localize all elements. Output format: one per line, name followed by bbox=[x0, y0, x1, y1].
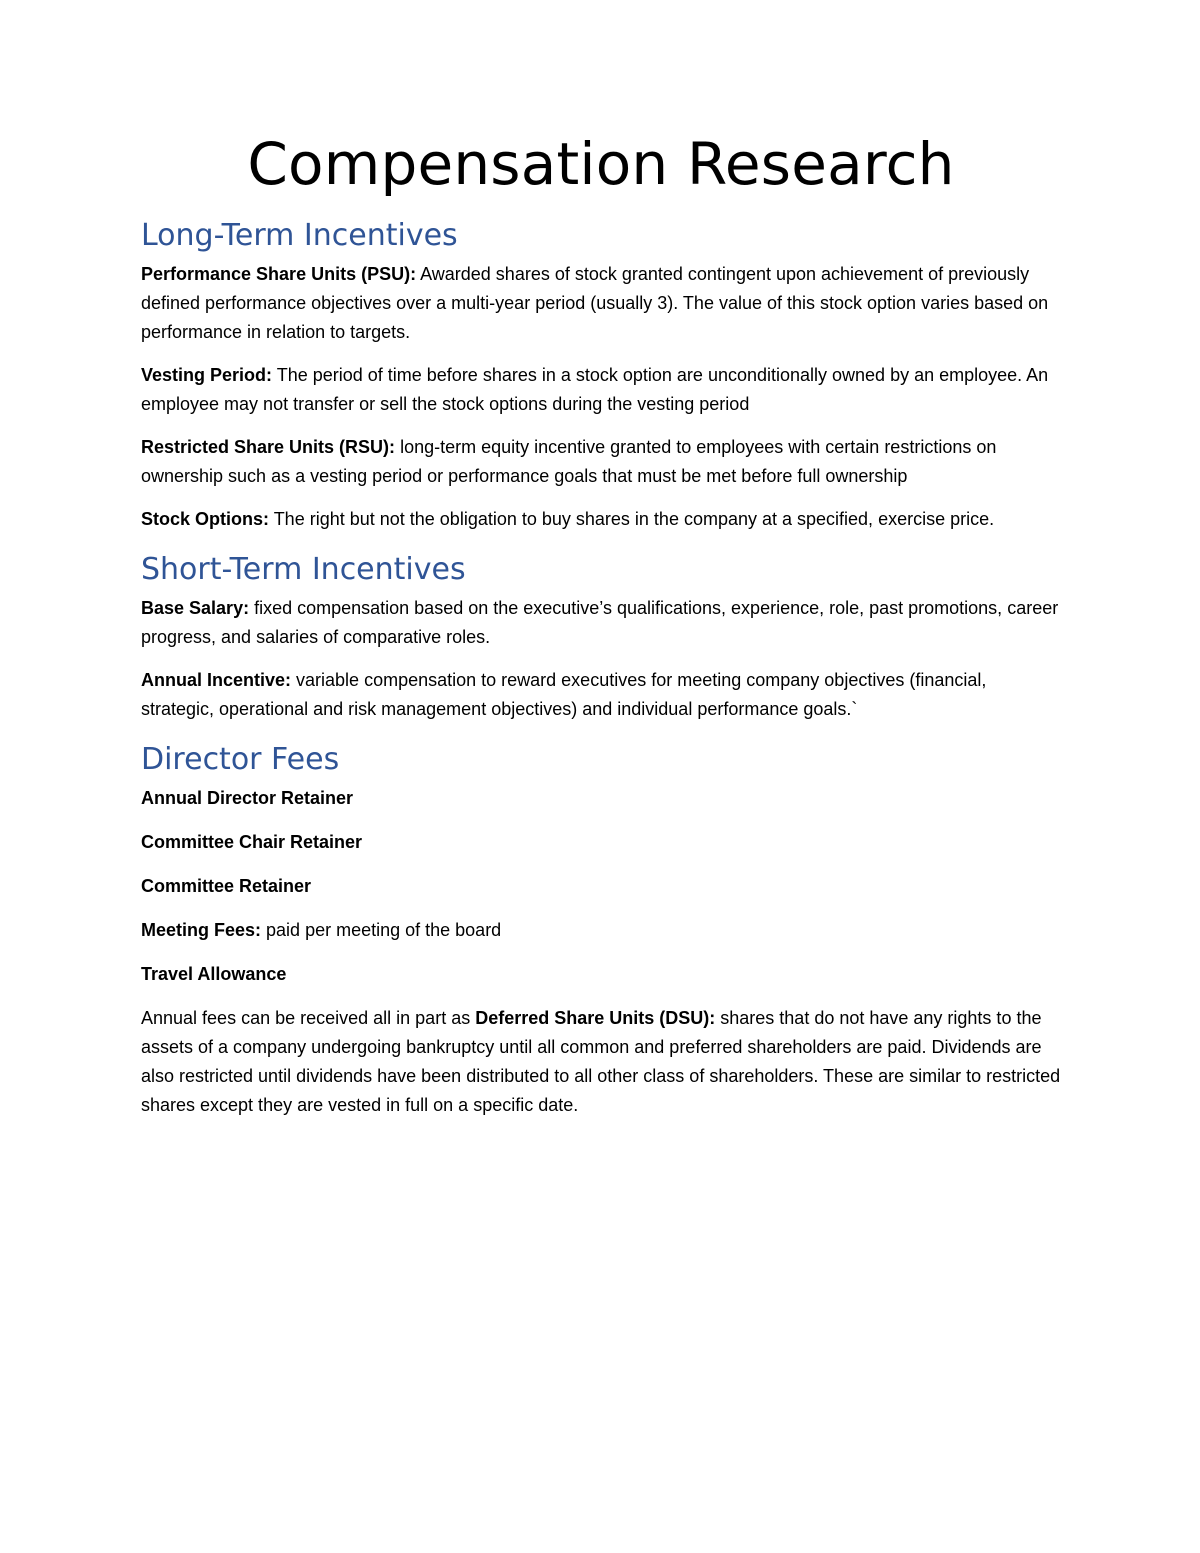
definition-base-salary bbox=[141, 594, 1061, 652]
term-label: Deferred Share Units (DSU): bbox=[475, 1007, 716, 1028]
definition-stock-options bbox=[141, 505, 1061, 534]
section-heading-director-fees: Director Fees bbox=[141, 741, 340, 777]
definition-annual-incentive bbox=[141, 666, 1061, 724]
definition-text: The period of time before shares in a stock option are unconditionally owned by an employee. An employee may not transfer or sell the stock options during the vesting period bbox=[141, 364, 1049, 414]
term-label: Annual Director Retainer bbox=[141, 787, 354, 808]
section-heading-long-term: Long-Term Incentives bbox=[141, 217, 458, 253]
definition-dsu bbox=[141, 1004, 1061, 1120]
definition-vesting-period bbox=[141, 361, 1061, 419]
term-label: Vesting Period: bbox=[141, 364, 273, 385]
term-label: Base Salary: bbox=[141, 597, 250, 618]
term-label: Restricted Share Units (RSU): bbox=[141, 436, 396, 457]
term-label: Travel Allowance bbox=[141, 963, 287, 984]
document-title: Compensation Research bbox=[247, 130, 955, 198]
definition-psu bbox=[141, 260, 1061, 347]
document-page bbox=[141, 130, 1061, 1138]
term-label: Committee Chair Retainer bbox=[141, 831, 363, 852]
definition-text: Awarded shares of stock granted contingent upon achievement of previously defined performance objectives over a multi-year period (usually 3). The value of this stock option varies based on performance in relation to targets. bbox=[141, 263, 1049, 342]
definition-text: long-term equity incentive granted to employees with certain restrictions on ownership such as a vesting period or performance goals that must be met before full ownership bbox=[141, 436, 997, 486]
section-heading-short-term: Short-Term Incentives bbox=[141, 551, 466, 587]
definition-text: variable compensation to reward executives for meeting company objectives (financial, strategic, operational and risk management objectives) and individual performance goals.` bbox=[141, 669, 987, 719]
definition-text: paid per meeting of the board bbox=[261, 919, 502, 940]
definition-rsu bbox=[141, 433, 1061, 491]
section-long-term-incentives bbox=[141, 218, 1061, 534]
definition-text: shares that do not have any rights to the assets of a company undergoing bankruptcy until all common and preferred shareholders are paid. Dividends are also restricted until dividends have been distributed to all other class of shareholders. These are similar to restricted shares except they are vested in full on a specific date. bbox=[141, 1007, 1061, 1115]
closing-prefix: Annual fees can be received all in part as bbox=[141, 1007, 476, 1028]
director-fee-annual-retainer bbox=[141, 784, 1061, 813]
section-short-term-incentives bbox=[141, 552, 1061, 724]
definition-text: The right but not the obligation to buy shares in the company at a specified, exercise price. bbox=[269, 508, 995, 529]
term-label: Meeting Fees: bbox=[141, 919, 262, 940]
director-fee-committee-chair-retainer bbox=[141, 828, 1061, 857]
term-label: Stock Options: bbox=[141, 508, 270, 529]
director-fee-meeting-fees bbox=[141, 916, 1061, 945]
term-label: Performance Share Units (PSU): bbox=[141, 263, 417, 284]
director-fee-committee-retainer bbox=[141, 872, 1061, 901]
section-director-fees bbox=[141, 742, 1061, 1120]
term-label: Annual Incentive: bbox=[141, 669, 292, 690]
director-fee-travel-allowance bbox=[141, 960, 1061, 989]
term-label: Committee Retainer bbox=[141, 875, 312, 896]
definition-text: fixed compensation based on the executive’s qualifications, experience, role, past promotions, career progress, and salaries of comparative roles. bbox=[141, 597, 1059, 647]
